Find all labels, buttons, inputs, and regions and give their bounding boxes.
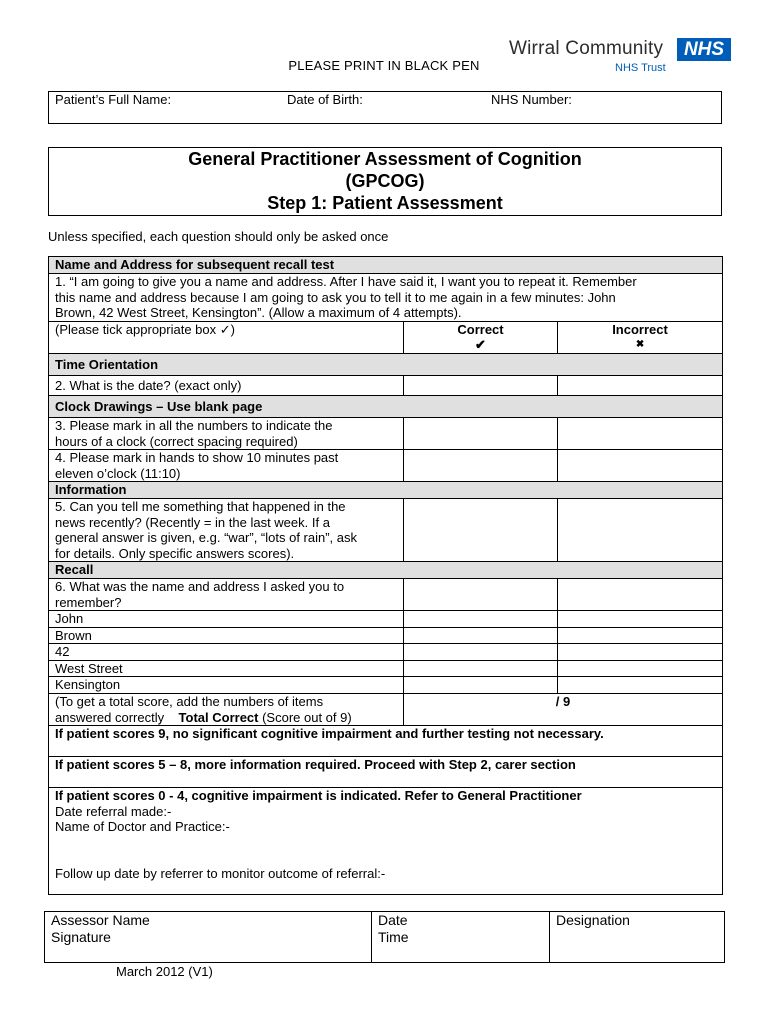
question-2-row: [49, 375, 723, 395]
signature-label: Signature: [51, 929, 111, 945]
q3-incorrect-box[interactable]: [558, 417, 723, 449]
result-5-8-row: [49, 757, 723, 788]
version-footer: March 2012 (V1): [116, 964, 213, 979]
trust-label: NHS Trust: [615, 62, 666, 74]
west-street-correct-box[interactable]: [404, 660, 558, 677]
recall-item-john: John: [49, 611, 404, 628]
org-name: Wirral Community: [509, 38, 664, 59]
tick-header-row: [49, 321, 723, 353]
doctor-practice-field[interactable]: Name of Doctor and Practice:-: [55, 819, 230, 835]
question-6-row: [49, 578, 723, 610]
section-information: Information: [49, 482, 723, 499]
assessor-cell[interactable]: [45, 912, 372, 963]
recall-item-row: [49, 611, 723, 628]
section-time: Time Orientation: [49, 353, 723, 375]
question-5: 5. Can you tell me something that happened in the news recently? (Recently = in the last week. If a general answer is given, e.g. “war”, “lots of rain”, ask for details. Only specific answers scores).: [49, 498, 404, 561]
number-42-correct-box[interactable]: [404, 644, 558, 661]
west-street-incorrect-box[interactable]: [558, 660, 723, 677]
section-name-address: Name and Address for subsequent recall test: [49, 257, 723, 274]
result-score-0-4: If patient scores 0 - 4, cognitive impairment is indicated. Refer to General Practitioner: [55, 788, 582, 804]
recall-item-row: [49, 660, 723, 677]
q2-correct-box[interactable]: [404, 375, 558, 395]
question-1: 1. “I am going to give you a name and address. After I have said it, I want you to repeat it. Remember this name and address because I am going to ask you to tell it to me again in a few minutes: John Brown, 42 West Street, Kensington”. (Allow a maximum of 4 attempts).: [49, 274, 723, 322]
result-score-0-4-cell: [49, 788, 723, 895]
q5-incorrect-box[interactable]: [558, 498, 723, 561]
assessor-name-label: Assessor Name: [51, 912, 150, 928]
question-1-row: [49, 274, 723, 322]
question-4-row: [49, 450, 723, 482]
designation-label: Designation: [556, 912, 630, 928]
john-correct-box[interactable]: [404, 611, 558, 628]
nhs-badge: NHS: [677, 38, 731, 61]
patient-name-label: Patient’s Full Name:: [55, 92, 172, 107]
print-instruction: PLEASE PRINT IN BLACK PEN: [288, 58, 480, 73]
section-recall: Recall: [49, 562, 723, 579]
title-line-1: General Practitioner Assessment of Cognition: [188, 149, 582, 169]
recall-item-west-street: West Street: [49, 660, 404, 677]
assessor-signature-table: [44, 911, 725, 963]
instructions-note: Unless specified, each question should only be asked once: [48, 229, 389, 244]
referral-date-field[interactable]: Date referral made:-: [55, 803, 172, 819]
result-score-5-8: If patient scores 5 – 8, more information required. Proceed with Step 2, carer section: [49, 757, 723, 788]
follow-up-field[interactable]: Follow up date by referrer to monitor outcome of referral:-: [55, 866, 386, 882]
question-5-row: [49, 498, 723, 561]
q3-correct-box[interactable]: [404, 417, 558, 449]
recall-item-kensington: Kensington: [49, 677, 404, 694]
q6-incorrect-box[interactable]: [558, 578, 723, 610]
q4-correct-box[interactable]: [404, 450, 558, 482]
question-6: 6. What was the name and address I asked you to remember?: [49, 578, 404, 610]
number-42-incorrect-box[interactable]: [558, 644, 723, 661]
title-box: [48, 147, 722, 216]
john-incorrect-box[interactable]: [558, 611, 723, 628]
date-time-cell[interactable]: [372, 912, 550, 963]
nhs-number-label: NHS Number:: [491, 92, 572, 107]
question-3-row: [49, 417, 723, 449]
check-icon: ✔: [475, 337, 486, 353]
brown-correct-box[interactable]: [404, 627, 558, 644]
question-2: 2. What is the date? (exact only): [49, 375, 404, 395]
recall-item-row: [49, 627, 723, 644]
question-4: 4. Please mark in hands to show 10 minutes past eleven o’clock (11:10): [49, 450, 404, 482]
recall-item-row: [49, 644, 723, 661]
cross-icon: ✖: [635, 339, 645, 351]
q2-incorrect-box[interactable]: [558, 375, 723, 395]
q6-correct-box[interactable]: [404, 578, 558, 610]
recall-item-42: 42: [49, 644, 404, 661]
q4-incorrect-box[interactable]: [558, 450, 723, 482]
kensington-incorrect-box[interactable]: [558, 677, 723, 694]
title-line-2: (GPCOG): [345, 171, 425, 191]
time-label: Time: [378, 929, 409, 945]
assessment-table: [48, 256, 723, 895]
result-0-4-row: [49, 788, 723, 895]
section-clock: Clock Drawings – Use blank page: [49, 395, 723, 417]
kensington-correct-box[interactable]: [404, 677, 558, 694]
incorrect-column-header: Incorrect ✖: [558, 321, 723, 353]
result-score-9: If patient scores 9, no significant cognitive impairment and further testing not necessary.: [49, 726, 723, 757]
designation-cell[interactable]: [550, 912, 725, 963]
dob-label: Date of Birth:: [287, 92, 363, 107]
date-label: Date: [378, 912, 408, 928]
correct-column-header: Correct ✔: [404, 321, 558, 353]
recall-item-row: [49, 677, 723, 694]
q5-correct-box[interactable]: [404, 498, 558, 561]
title-line-3: Step 1: Patient Assessment: [267, 193, 503, 213]
total-score-row: [49, 694, 723, 726]
nhs-trust-logo: [509, 36, 734, 78]
recall-item-brown: Brown: [49, 627, 404, 644]
result-9-row: [49, 726, 723, 757]
brown-incorrect-box[interactable]: [558, 627, 723, 644]
total-score-label: (To get a total score, add the numbers of items answered correctly Total Correct (Score out of 9): [49, 694, 404, 726]
tick-instruction: (Please tick appropriate box ✓): [49, 321, 404, 353]
total-score-field[interactable]: / 9: [404, 694, 723, 726]
patient-details-box: [48, 91, 722, 124]
question-3: 3. Please mark in all the numbers to indicate the hours of a clock (correct spacing required): [49, 417, 404, 449]
